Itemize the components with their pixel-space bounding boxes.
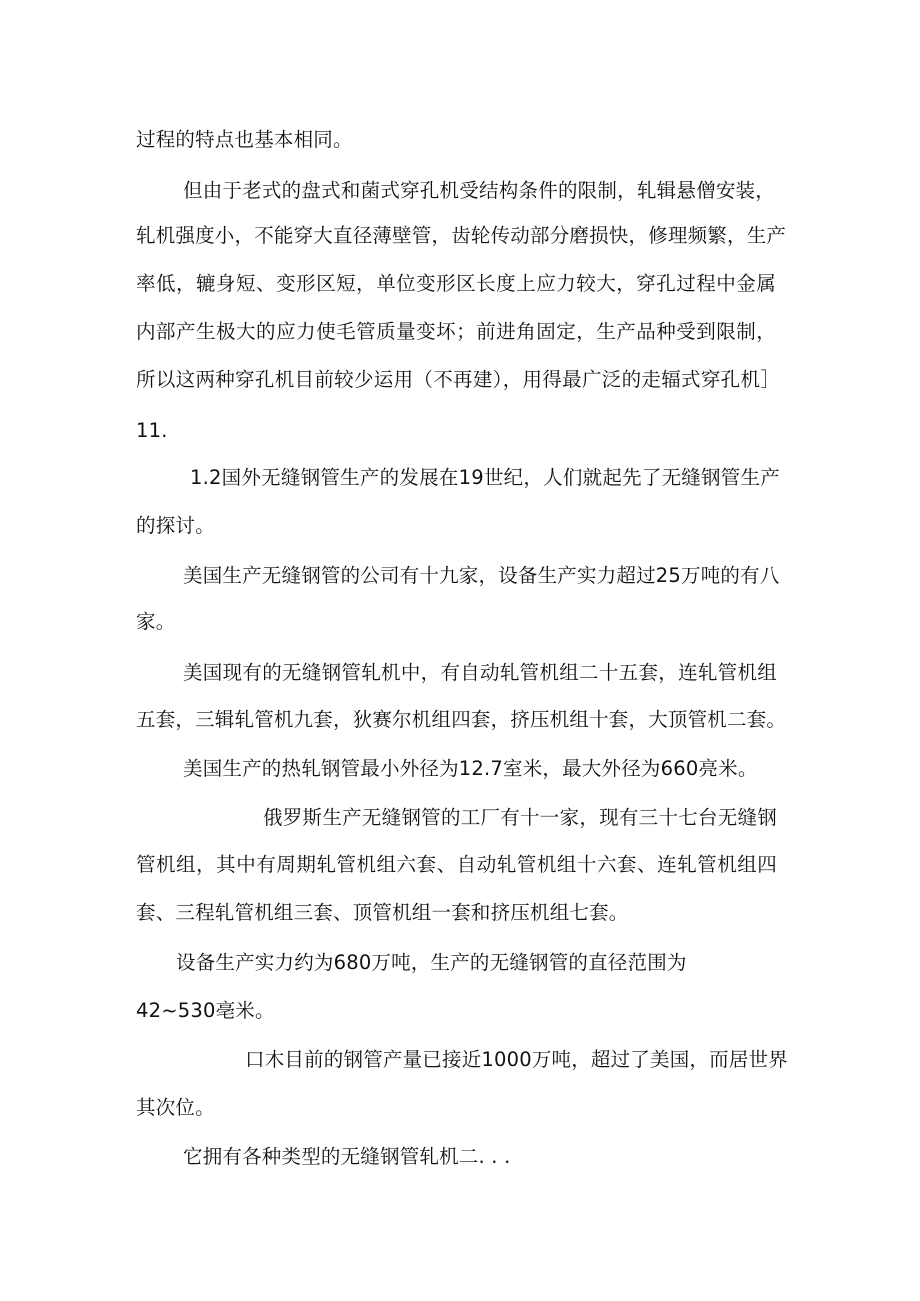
section-heading-line: 1.2国外无缝钢管生产的发展在19世纪，人们就起先了无缝钢管生产 — [190, 466, 780, 489]
text-line: 口木目前的钢管产量已接近1000万吨，超过了美国，而居世界 — [245, 1048, 788, 1071]
text-line: 美国生产的热轧钢管最小外径为12.7室米，最大外径为660亮米。 — [183, 757, 758, 780]
text-line: 设备生产实力约为680万吨，生产的无缝钢管的直径范围为 — [176, 951, 687, 974]
text-line: 美国现有的无缝钢管轧机中，有自动轧管机组二十五套，连轧管机组 — [183, 661, 777, 684]
text-line: 11. — [136, 419, 168, 442]
text-line: 率低，辘身短、变形区短，单位变形区长度上应力较大，穿孔过程中金属 — [136, 272, 776, 295]
text-line: 美国生产无缝钢管的公司有十九家，设备生产实力超过25万吨的有八 — [183, 564, 780, 587]
text-line: 其次位。 — [136, 1096, 215, 1119]
text-line: 内部产生极大的应力使毛管质量变坏；前进角固定，生产品种受到限制， — [136, 320, 776, 343]
text-line: 管机组，其中有周期轧管机组六套、自动轧管机组十六套、连轧管机组四 — [136, 853, 777, 876]
text-line: 的探讨。 — [136, 514, 215, 537]
text-line: 42~530亳米。 — [136, 999, 275, 1022]
text-line: 它拥有各种类型的无缝钢管轧机二. . . — [183, 1145, 511, 1168]
text-line: 所以这两种穿孔机目前较少运用（不再建），用得最广泛的走辐式穿孔机］ — [136, 368, 780, 391]
text-line: 五套，三辑轧管机九套，狄赛尔机组四套，挤压机组十套，大顶管机二套。 — [136, 708, 787, 731]
text-line: 俄罗斯生产无缝钢管的工厂有十一家，现有三十七台无缝钢 — [263, 806, 777, 829]
text-line: 但由于老式的盘式和菌式穿孔机受结构条件的限制，轧辑悬僧安装， — [183, 179, 775, 202]
text-line: 家。 — [136, 610, 176, 633]
text-line: 过程的特点也基本相同。 — [136, 128, 353, 151]
text-line: 轧机强度小，不能穿大直径薄壁管，齿轮传动部分磨损快，修理频繁，生产 — [136, 224, 787, 247]
text-line: 套、三程轧管机组三套、顶管机组一套和挤压机组七套。 — [136, 901, 629, 924]
